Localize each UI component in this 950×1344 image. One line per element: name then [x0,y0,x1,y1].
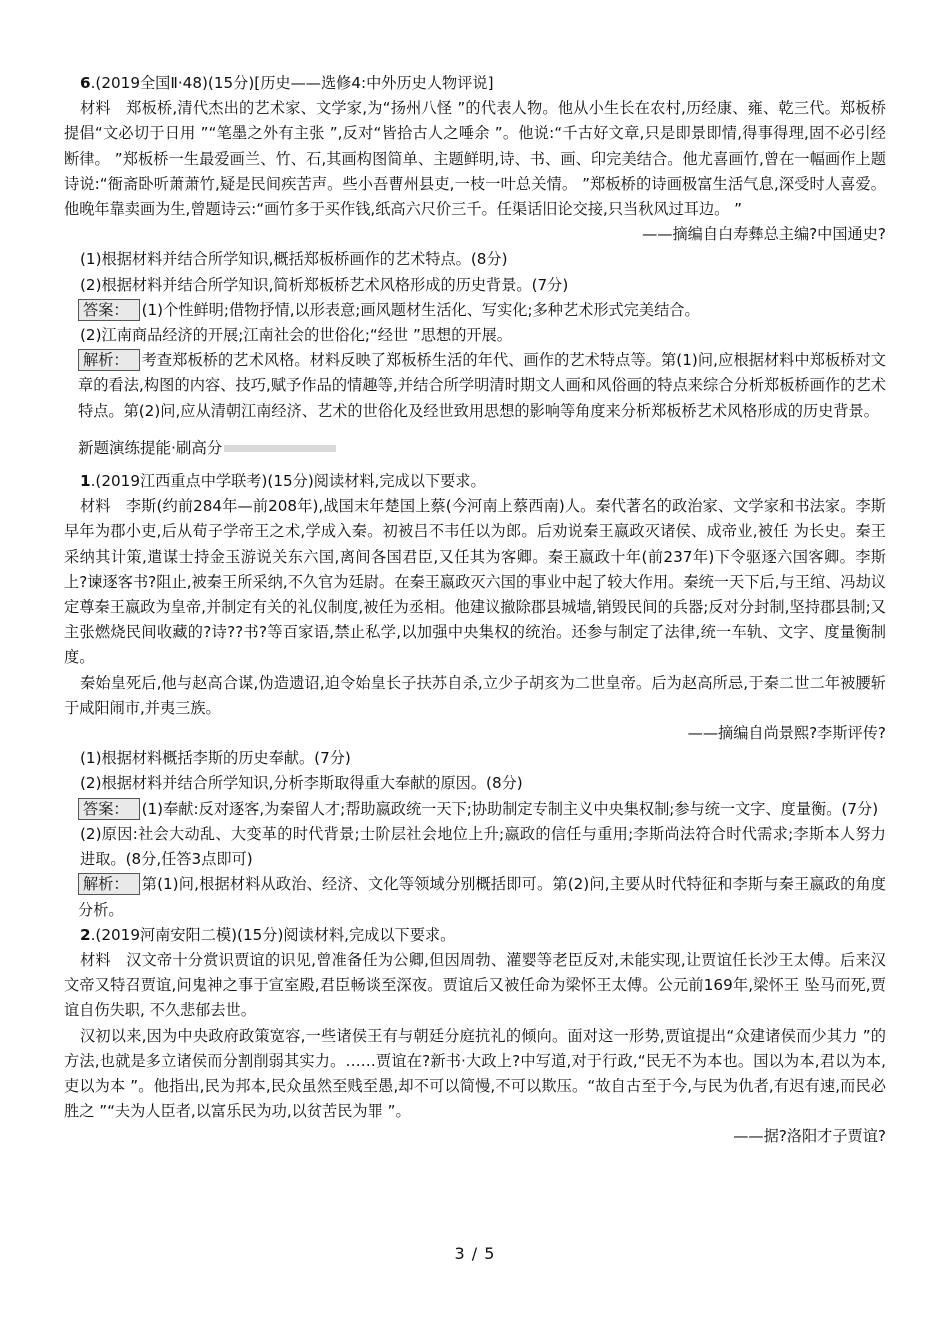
section-bar [224,445,336,452]
question-1-answer-1 [64,797,886,822]
question-number: 6 [80,74,91,92]
question-1-analysis [64,872,886,922]
question-source: .(2019江西重点中学联考)(15分)阅读材料,完成以下要求。 [90,472,486,491]
question-1-material-1: 材料 李斯(约前284年—前208年),战国末年楚国上蔡(今河南上蔡西南)人。秦代著名的政治家、文学家和书法家。李斯早年为郡小吏,后从荀子学帝王之术,学成入秦。初被吕不韦任以为郎。后劝说秦王嬴政灭诸侯、成帝业,被任 为长史。秦王采纳其计策,遣谋士持金玉游说关东六国,离间各国君臣,又任其为客卿。秦王嬴政十年(前237年)下令驱逐六国客卿。李斯上?谏逐客书?阻止,被秦王所采纳,不久官为廷尉。在秦王嬴政灭六国的事业中起了较大作用。秦统一天下后,与王绾、冯劫议定尊秦王嬴政为皇帝,并制定有关的礼仪制度,被任为丞相。他建议撤除郡县城墙,销毁民间的兵器;反对分封制,坚持郡县制;又主张燃烧民间收藏的?诗??书?等百家语,禁止私学,以加强中央集权的统治。还参与制定了法律,统一车轨、文字、度量衡制度。 [64,497,886,667]
analysis-text: 考查郑板桥的艺术风格。材料反映了郑板桥生活的年代、画作的艺术特点等。第(1)问,应根据材料中郑板桥对文章的看法,构图的内容、技巧,赋予作品的情趣等,并结合所学明清时期文人画和风俗画的特点来综合分析郑板桥画作的艺术特点。第(2)问,应从清朝江南经济、艺术的世俗化及经世致用思想的影响等角度来分析郑板桥艺术风格形成的历史背景。 [78,351,886,420]
page-number: 3 / 5 [454,1244,496,1263]
question-6-material: 材料 郑板桥,清代杰出的艺术家、文学家,为“扬州八怪 ”的代表人物。他从小生长在农村,历经康、雍、乾三代。郑板桥提倡“文必切于日用 ”“笔墨之外有主张 ”,反对“皆拾古人之唾余 ”。他说:“千古好文章,只是即景即情,得事得理,固不必引经断律。 ”郑板桥一生最爱画兰、竹、石,其画构图简单、主题鲜明,诗、书、画、印完美结合。他尤喜画竹,曾在一幅画作上题诗说:“衙斋卧听萧萧竹,疑是民间疾苦声。些小吾曹州县吏,一枝一叶总关情。 ”郑板桥的诗画极富生活气息,深受时人喜爱。他晚年靠卖画为生,曾题诗云:“画竹多于买作钱,纸高六尺价三千。任渠话旧论交接,只当秋风过耳边。 ” [64,99,886,219]
question-6-sub-2: (2)根据材料并结合所学知识,简析郑板桥艺术风格形成的历史背景。(7分) [80,275,569,294]
question-2-material-1: 材料 汉文帝十分赏识贾谊的识见,曾准备任为公卿,但因周勃、灌婴等老臣反对,未能实现,让贾谊任长沙王太傅。后来汉文帝又特召贾谊,问鬼神之事于宣室殿,君臣畅谈至深夜。贾谊后又被任命为梁怀王太傅。公元前169年,梁怀王 坠马而死,贾谊自伤失职, 不久悲郁去世。 [64,950,886,1020]
question-6-source: ——摘编自白寿彝总主编?中国通史? [642,225,886,244]
question-6-sub-1: (1)根据材料并结合所学知识,概括郑板桥画作的艺术特点。(8分) [80,250,508,269]
question-2-heading [64,923,886,948]
question-6-answer-2: (2)江南商品经济的开展;江南社会的世俗化;“经世 ”思想的开展。 [80,326,512,345]
question-6-analysis [64,348,886,424]
section-heading [64,436,886,461]
question-1-material-2: 秦始皇死后,他与赵高合谋,伪造遗诏,迫令始皇长子扶苏自杀,立少子胡亥为二世皇帝。后为赵高所忌,于秦二世二年被腰斩于咸阳闹市,并夷三族。 [64,673,886,717]
question-1-answer-2: (2)原因:社会大动乱、大变革的时代背景;士阶层社会地位上升;嬴政的信任与重用;李斯尚法符合时代需求;李斯本人努力进取。(8分,任答3点即可) [80,824,886,869]
page-content [64,71,886,1150]
question-2-material-2: 汉初以来,因为中央政府政策宽容,一些诸侯王有与朝廷分庭抗礼的倾向。面对这一形势,贾谊提出“众建诸侯而少其力 ”的方法,也就是多立诸侯而分割削弱其实力。……贾谊在?新书·大政上?中写道,对于行政,“民无不为本也。国以为本,君以为本,吏以为本 ”。他指出,民为邦本,民众虽然至贱至愚,却不可以简慢,不可以欺压。“故自古至于今,与民为仇者,有迟有速,而民必胜之 ”“夫为人臣者,以富乐民为功,以贫苦民为罪 ”。 [64,1026,886,1121]
question-6-answer-1 [64,298,886,323]
question-1-heading [64,469,886,494]
question-number: 2 [80,925,91,944]
answer-tag: 答案： [78,299,140,321]
question-2-source: ——据?洛阳才子贾谊? [733,1127,886,1146]
question-1-sub-1: (1)根据材料概括李斯的历史奉献。(7分) [80,749,351,768]
analysis-tag: 解析： [78,873,140,895]
question-source: .(2019河南安阳二模)(15分)阅读材料,完成以下要求。 [90,925,456,944]
question-6-heading [64,71,886,96]
section-title: 新题演练提能·刷高分 [78,438,223,457]
answer-text: (1)个性鲜明;借物抒情,以形表意;画风题材生活化、写实化;多种艺术形式完美结合。 [141,300,700,319]
question-source: .(2019全国Ⅱ·48)(15分)[历史——选修4:中外历史人物评说] [90,74,494,92]
analysis-text: 第(1)问,根据材料从政治、经济、文化等领域分别概括即可。第(2)问,主要从时代特征和李斯与秦王嬴政的角度分析。 [78,875,886,919]
answer-text: (1)奉献:反对逐客,为秦留人才;帮助嬴政统一天下;协助制定专制主义中央集权制;参与统一文字、度量衡。(7分) [141,799,879,818]
question-1-sub-2: (2)根据材料并结合所学知识,分析李斯取得重大奉献的原因。(8分) [80,774,523,793]
analysis-tag: 解析： [78,349,140,371]
question-number: 1 [80,472,91,491]
answer-tag: 答案： [78,798,140,820]
question-1-source: ——摘编自尚景熙?李斯评传? [687,724,886,743]
